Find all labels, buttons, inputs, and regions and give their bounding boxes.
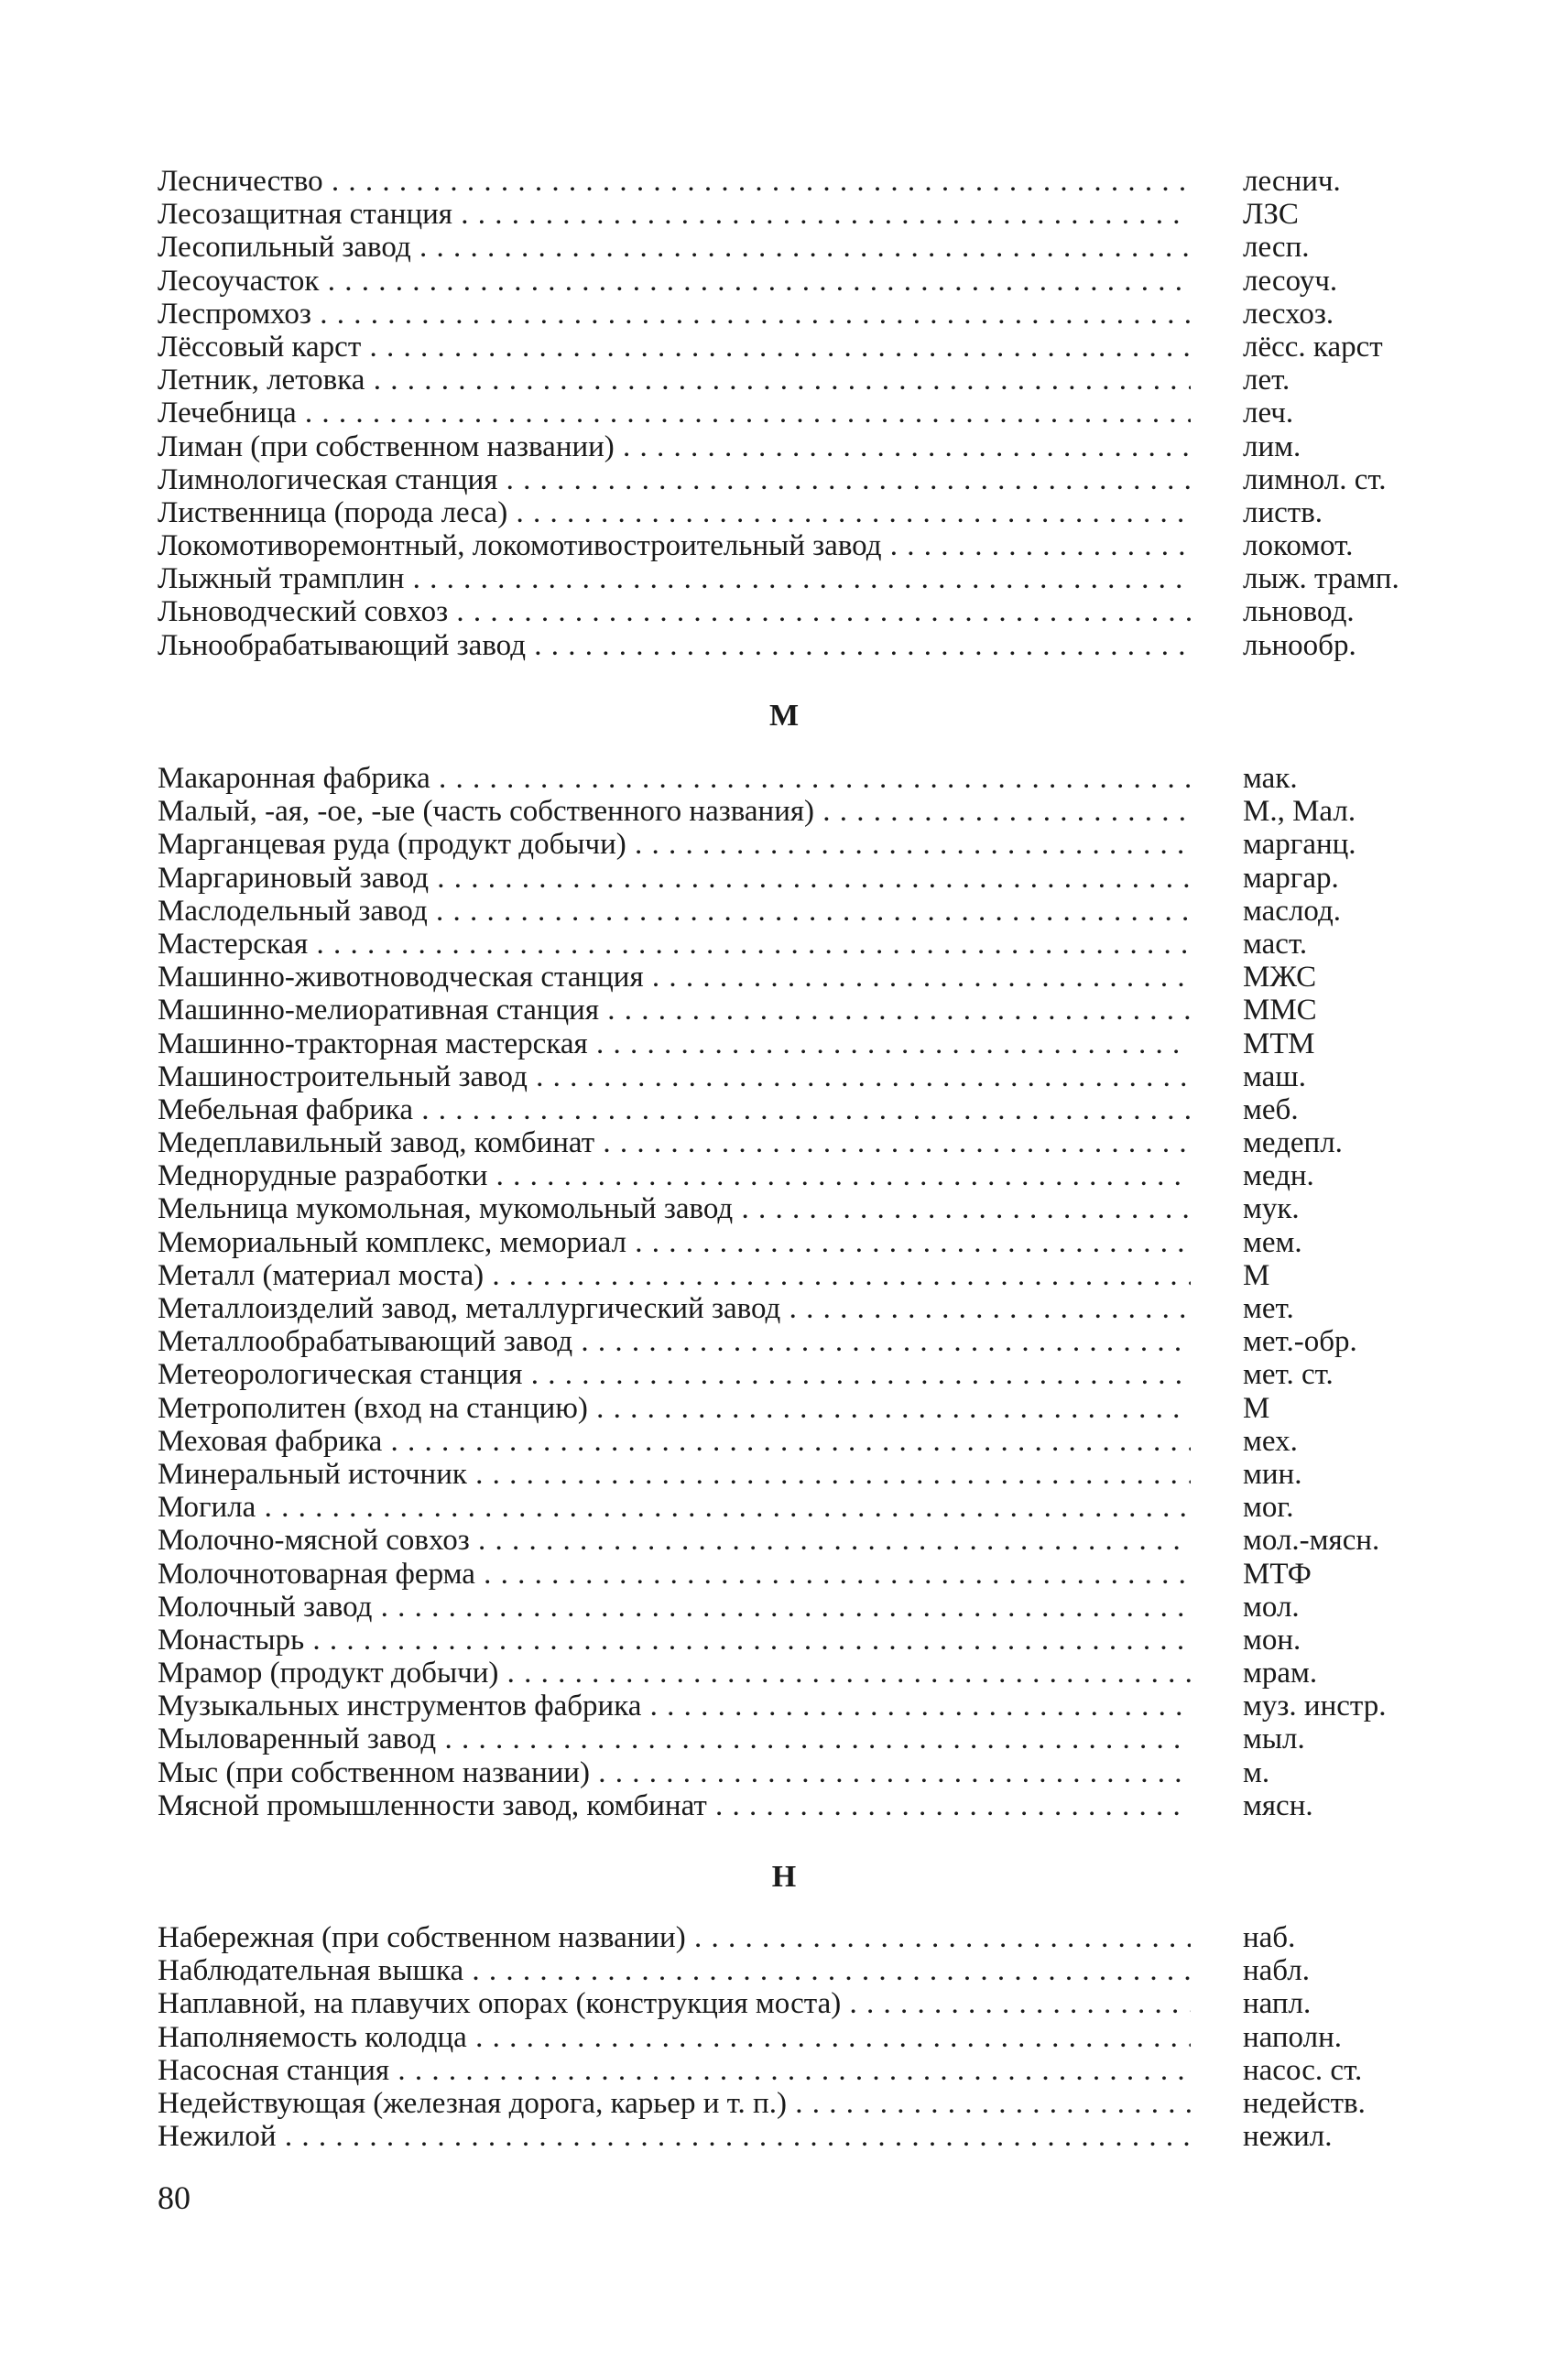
entry-term: Металл (материал моста) . . [158, 1259, 1191, 1292]
list-item [158, 364, 1440, 397]
entry-abbreviation: меб. [1243, 1092, 1299, 1126]
entry-abbreviation: маш. [1243, 1060, 1306, 1093]
list-item [158, 1259, 1440, 1292]
list-item [158, 1524, 1440, 1557]
section-heading-m: М [768, 699, 800, 733]
section-n [158, 1921, 1440, 2153]
list-item [158, 331, 1440, 364]
list-item [158, 1690, 1440, 1723]
list-item [158, 1192, 1440, 1225]
entry-term: Мемориальный комплекс, мемориал . . [158, 1226, 1191, 1259]
list-item [158, 928, 1440, 961]
entry-term: Меднорудные разработки . . [158, 1159, 1191, 1192]
entry-term: Металлоизделий завод, металлургический завод . . [158, 1292, 1191, 1325]
list-item [158, 1954, 1440, 1987]
list-item [158, 2054, 1440, 2087]
entry-abbreviation: медепл. [1243, 1126, 1343, 1160]
list-item [158, 1358, 1440, 1391]
entry-term: Молочно-мясной совхоз . . [158, 1524, 1191, 1557]
entry-term: Лыжный трамплин . . [158, 562, 1191, 595]
entry-term: Лесничество . . [158, 165, 1191, 198]
entry-abbreviation: мет. ст. [1243, 1358, 1334, 1392]
entry-term: Насосная станция . . [158, 2054, 1191, 2087]
list-item [158, 828, 1440, 861]
list-item [158, 1060, 1440, 1093]
list-item [158, 1458, 1440, 1491]
entry-term: Мельница мукомольная, мукомольный завод . . [158, 1192, 1191, 1225]
list-item [158, 2087, 1440, 2120]
entry-term: Нежилой . . [158, 2120, 1191, 2153]
list-item [158, 1789, 1440, 1822]
list-item [158, 1093, 1440, 1126]
list-item [158, 496, 1440, 529]
entry-abbreviation: марганц. [1243, 828, 1356, 862]
entry-abbreviation: мет. [1243, 1292, 1294, 1325]
entry-term: Макаронная фабрика . . [158, 762, 1191, 795]
list-item [158, 1624, 1440, 1657]
entry-term: Недействующая (железная дорога, карьер и т. п.) . . [158, 2087, 1191, 2120]
entry-abbreviation: мыл. [1243, 1723, 1305, 1756]
entry-term: Набережная (при собственном названии) . . [158, 1921, 1191, 1954]
list-item [158, 231, 1440, 264]
entry-abbreviation: наб. [1243, 1921, 1296, 1954]
entry-term: Мебельная фабрика . . [158, 1093, 1191, 1126]
entry-abbreviation: мак. [1243, 762, 1298, 795]
entry-term: Лиман (при собственном названии) . . [158, 430, 1191, 463]
entry-term: Лимнологическая станция . . [158, 463, 1191, 496]
list-item [158, 1756, 1440, 1789]
entry-term: Метеорологическая станция . . [158, 1358, 1191, 1391]
list-item [158, 595, 1440, 628]
entry-abbreviation: лим. [1243, 429, 1301, 463]
list-item [158, 1921, 1440, 1954]
entry-abbreviation: недейств. [1243, 2086, 1366, 2120]
entry-abbreviation: листв. [1243, 495, 1323, 529]
entry-term: Лёссовый карст . . [158, 331, 1191, 364]
entry-term: Маслодельный завод . . [158, 895, 1191, 928]
list-item [158, 862, 1440, 895]
list-item [158, 298, 1440, 331]
entry-abbreviation: мол.-мясн. [1243, 1524, 1380, 1558]
entry-abbreviation: маст. [1243, 927, 1308, 961]
list-item [158, 265, 1440, 298]
entry-abbreviation: мем. [1243, 1225, 1302, 1259]
list-item [158, 1392, 1440, 1425]
entry-abbreviation: леч. [1243, 397, 1294, 430]
entry-abbreviation: насос. ст. [1243, 2053, 1363, 2087]
section-m [158, 762, 1440, 1822]
list-item [158, 165, 1440, 198]
entry-abbreviation: м. [1243, 1755, 1270, 1789]
list-item [158, 562, 1440, 595]
entry-term: Наплавной, на плавучих опорах (конструкция моста) . . [158, 1987, 1191, 2020]
entry-abbreviation: медн. [1243, 1159, 1314, 1193]
entry-term: Могила . . [158, 1491, 1191, 1524]
entry-abbreviation: льновод. [1243, 595, 1355, 629]
entry-term: Машинно-животноводческая станция . . [158, 961, 1191, 994]
entry-abbreviation: напл. [1243, 1987, 1312, 2021]
entry-term: Локомотиворемонтный, локомотивостроительный завод . . [158, 529, 1191, 562]
list-item [158, 994, 1440, 1027]
list-item [158, 795, 1440, 828]
entry-abbreviation: лыж. трамп. [1243, 562, 1399, 596]
entry-term: Монастырь . . [158, 1624, 1191, 1657]
entry-abbreviation: локомот. [1243, 529, 1354, 563]
list-item [158, 430, 1440, 463]
entry-abbreviation: лимнол. ст. [1243, 462, 1387, 496]
entry-term: Лечебница . . [158, 397, 1191, 429]
entry-term: Меховая фабрика . . [158, 1425, 1191, 1458]
entry-term: Лиственница (порода леса) . . [158, 496, 1191, 529]
entry-abbreviation: нежил. [1243, 2120, 1333, 2154]
entry-term: Лесопильный завод . . [158, 231, 1191, 264]
list-item [158, 397, 1440, 429]
entry-term: Лесозащитная станция . . [158, 198, 1191, 231]
entry-abbreviation: мон. [1243, 1623, 1301, 1657]
entry-abbreviation: набл. [1243, 1954, 1310, 1988]
list-item [158, 629, 1440, 662]
entry-abbreviation: ММС [1243, 994, 1317, 1027]
entry-abbreviation: лесоуч. [1243, 264, 1338, 298]
entry-term: Мыловаренный завод . . [158, 1723, 1191, 1755]
list-item [158, 1159, 1440, 1192]
entry-term: Музыкальных инструментов фабрика . . [158, 1690, 1191, 1723]
entry-term: Льноводческий совхоз . . [158, 595, 1191, 628]
entry-term: Молочный завод . . [158, 1591, 1191, 1624]
list-item [158, 895, 1440, 928]
entry-abbreviation: мясн. [1243, 1788, 1313, 1822]
entry-abbreviation: мол. [1243, 1590, 1300, 1624]
entry-abbreviation: маргар. [1243, 861, 1339, 895]
list-item [158, 463, 1440, 496]
entry-term: Машинно-мелиоративная станция . . [158, 994, 1191, 1027]
page-number: 80 [158, 2179, 191, 2216]
entry-abbreviation: мрам. [1243, 1657, 1318, 1690]
list-item [158, 1126, 1440, 1159]
entry-term: Наполняемость колодца . . [158, 2021, 1191, 2054]
entry-abbreviation: мет.-обр. [1243, 1325, 1357, 1359]
entry-abbreviation: маслод. [1243, 894, 1342, 928]
entry-term: Лесоучасток . . [158, 265, 1191, 298]
entry-term: Машинно-тракторная мастерская . . [158, 1027, 1191, 1060]
list-item [158, 1591, 1440, 1624]
entry-term: Маргариновый завод . . [158, 862, 1191, 895]
entry-term: Мрамор (продукт добычи) . . [158, 1657, 1191, 1690]
list-item [158, 1425, 1440, 1458]
entry-abbreviation: мук. [1243, 1192, 1300, 1226]
list-item [158, 1226, 1440, 1259]
entry-term: Мясной промышленности завод, комбинат . . [158, 1789, 1191, 1822]
entry-abbreviation: муз. инстр. [1243, 1690, 1387, 1723]
entry-term: Наблюдательная вышка . . [158, 1954, 1191, 1987]
entry-abbreviation: льнообр. [1243, 628, 1356, 662]
entry-abbreviation: М [1243, 1391, 1270, 1425]
entry-term: Летник, летовка . . [158, 364, 1191, 397]
entry-abbreviation: М., Мал. [1243, 795, 1356, 829]
entry-abbreviation: М [1243, 1258, 1270, 1292]
entry-term: Марганцевая руда (продукт добычи) . . [158, 828, 1191, 861]
list-item [158, 1491, 1440, 1524]
entry-abbreviation: лесхоз. [1243, 297, 1334, 331]
section-heading-n: Н [771, 1860, 797, 1894]
list-item [158, 2021, 1440, 2054]
entry-term: Мастерская . . [158, 928, 1191, 961]
list-item [158, 1292, 1440, 1325]
list-item [158, 1723, 1440, 1755]
list-item [158, 1027, 1440, 1060]
entry-abbreviation: МТМ [1243, 1027, 1315, 1060]
entry-abbreviation: лет. [1243, 364, 1290, 397]
list-item [158, 762, 1440, 795]
entry-abbreviation: лёсс. карст [1243, 330, 1383, 364]
entry-abbreviation: леснич. [1243, 165, 1341, 198]
entry-abbreviation: МТФ [1243, 1557, 1312, 1591]
entry-abbreviation: мог. [1243, 1491, 1294, 1525]
entry-abbreviation: мин. [1243, 1457, 1302, 1491]
entry-term: Мыс (при собственном названии) . . [158, 1756, 1191, 1789]
list-item [158, 961, 1440, 994]
list-item [158, 1558, 1440, 1591]
entry-abbreviation: МЖС [1243, 961, 1317, 994]
entry-abbreviation: лесп. [1243, 231, 1310, 265]
entry-term: Металлообрабатывающий завод . . [158, 1325, 1191, 1358]
list-item [158, 1325, 1440, 1358]
list-item [158, 529, 1440, 562]
entry-term: Малый, -ая, -ое, -ые (часть собственного названия) . . [158, 795, 1191, 828]
entry-term: Молочнотоварная ферма . . [158, 1558, 1191, 1591]
list-item [158, 1657, 1440, 1690]
list-item [158, 1987, 1440, 2020]
entry-term: Минеральный источник . . [158, 1458, 1191, 1491]
entry-term: Льнообрабатывающий завод . . [158, 629, 1191, 662]
entry-term: Леспромхоз . . [158, 298, 1191, 331]
section-l [158, 165, 1440, 662]
list-item [158, 2120, 1440, 2153]
list-item [158, 198, 1440, 231]
entry-term: Машиностроительный завод . . [158, 1060, 1191, 1093]
entry-abbreviation: ЛЗС [1243, 198, 1299, 232]
entry-abbreviation: мех. [1243, 1424, 1298, 1458]
entry-term: Метрополитен (вход на станцию) . . [158, 1392, 1191, 1425]
entry-term: Медеплавильный завод, комбинат . . [158, 1126, 1191, 1159]
entry-abbreviation: наполн. [1243, 2020, 1342, 2054]
